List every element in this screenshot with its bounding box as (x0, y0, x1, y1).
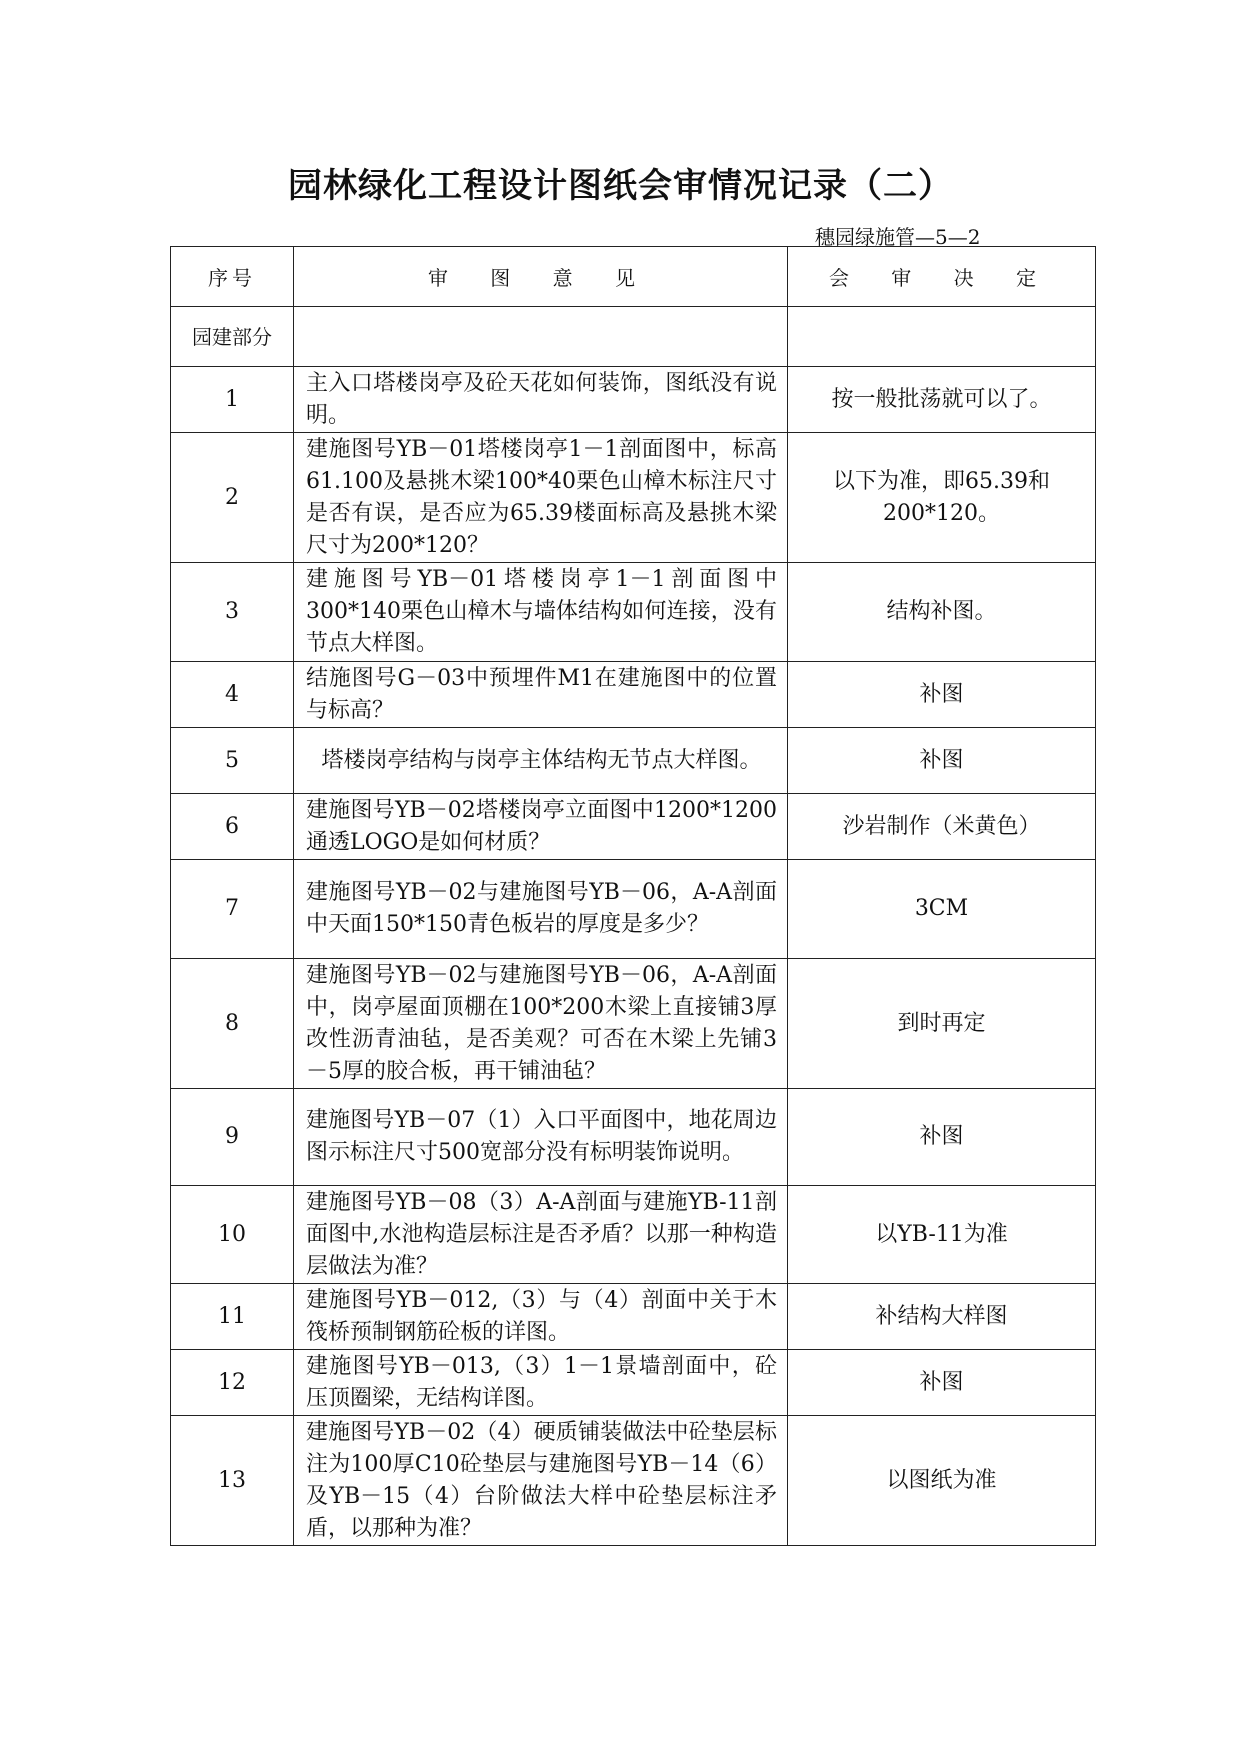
row-no: 12 (171, 1350, 294, 1416)
page-title: 园林绿化工程设计图纸会审情况记录（二） (288, 166, 953, 206)
row-opinion: 主入口塔楼岗亭及砼天花如何装饰，图纸没有说明。 (294, 367, 788, 433)
table-header-row (171, 247, 1096, 307)
row-opinion: 建施图号YB－02与建施图号YB－06，A-A剖面中天面150*150青色板岩的厚度是多少？ (294, 860, 788, 959)
row-opinion: 建施图号YB－08（3）A-A剖面与建施YB-11剖面图中,水池构造层标注是否矛盾？以那一种构造层做法为准？ (294, 1186, 788, 1284)
form-code: 穗园绿施管—5—2 (815, 225, 981, 249)
row-decision: 补图 (788, 1089, 1096, 1186)
table-row (171, 433, 1096, 563)
row-opinion: 塔楼岗亭结构与岗亭主体结构无节点大样图。 (294, 728, 788, 794)
table-row (171, 1186, 1096, 1284)
table-row (171, 1416, 1096, 1546)
row-decision: 以下为准，即65.39和200*120。 (788, 433, 1096, 563)
row-opinion: 建施图号YB－012,（3）与（4）剖面中关于木筏桥预制钢筋砼板的详图。 (294, 1284, 788, 1350)
header-opinion: 审 图 意 见 (294, 247, 788, 307)
table-row (171, 367, 1096, 433)
row-no: 11 (171, 1284, 294, 1350)
row-decision: 以图纸为准 (788, 1416, 1096, 1546)
row-no: 7 (171, 860, 294, 959)
row-decision: 3CM (788, 860, 1096, 959)
row-opinion: 建施图号YB－013,（3）1－1景墙剖面中，砼压顶圈梁，无结构详图。 (294, 1350, 788, 1416)
section-label: 园建部分 (171, 307, 294, 367)
row-no: 5 (171, 728, 294, 794)
row-decision: 补图 (788, 662, 1096, 728)
table-row (171, 563, 1096, 662)
review-table (170, 246, 1096, 1546)
row-opinion: 建施图号YB－02塔楼岗亭立面图中1200*1200通透LOGO是如何材质？ (294, 794, 788, 860)
row-decision: 补图 (788, 1350, 1096, 1416)
row-opinion: 结施图号G－03中预埋件M1在建施图中的位置与标高？ (294, 662, 788, 728)
table-row (171, 662, 1096, 728)
header-decision: 会 审 决 定 (788, 247, 1096, 307)
row-no: 9 (171, 1089, 294, 1186)
table-row (171, 959, 1096, 1089)
row-no: 1 (171, 367, 294, 433)
section-row (171, 307, 1096, 367)
row-no: 8 (171, 959, 294, 1089)
section-opinion (294, 307, 788, 367)
row-no: 10 (171, 1186, 294, 1284)
row-no: 3 (171, 563, 294, 662)
row-decision: 补图 (788, 728, 1096, 794)
row-no: 13 (171, 1416, 294, 1546)
table-row (171, 728, 1096, 794)
row-opinion: 建施图号YB－01塔楼岗亭1－1剖面图中300*140栗色山樟木与墙体结构如何连接，没有节点大样图。 (294, 563, 788, 662)
row-opinion: 建施图号YB－02与建施图号YB－06，A-A剖面中，岗亭屋面顶棚在100*200木梁上直接铺3厚改性沥青油毡，是否美观？可否在木梁上先铺3－5厚的胶合板，再干铺油毡？ (294, 959, 788, 1089)
row-decision: 以YB-11为准 (788, 1186, 1096, 1284)
row-decision: 结构补图。 (788, 563, 1096, 662)
table-row (171, 1089, 1096, 1186)
row-opinion: 建施图号YB－02（4）硬质铺装做法中砼垫层标注为100厚C10砼垫层与建施图号YB－14（6）及YB－15（4）台阶做法大样中砼垫层标注矛盾，以那种为准？ (294, 1416, 788, 1546)
row-decision: 沙岩制作（米黄色） (788, 794, 1096, 860)
table-row (171, 794, 1096, 860)
table-row (171, 860, 1096, 959)
section-decision (788, 307, 1096, 367)
row-opinion: 建施图号YB－01塔楼岗亭1－1剖面图中，标高61.100及悬挑木梁100*40栗色山樟木标注尺寸是否有误，是否应为65.39楼面标高及悬挑木梁尺寸为200*120？ (294, 433, 788, 563)
row-opinion: 建施图号YB－07（1）入口平面图中，地花周边图示标注尺寸500宽部分没有标明装饰说明。 (294, 1089, 788, 1186)
header-no: 序号 (171, 247, 294, 307)
row-no: 6 (171, 794, 294, 860)
row-decision: 补结构大样图 (788, 1284, 1096, 1350)
row-no: 4 (171, 662, 294, 728)
row-decision: 到时再定 (788, 959, 1096, 1089)
table-row (171, 1350, 1096, 1416)
table-row (171, 1284, 1096, 1350)
row-decision: 按一般批荡就可以了。 (788, 367, 1096, 433)
row-no: 2 (171, 433, 294, 563)
